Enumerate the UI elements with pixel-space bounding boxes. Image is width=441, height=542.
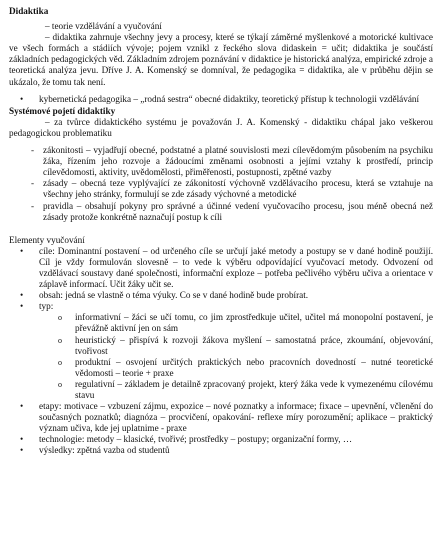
list-item: • kybernetická pedagogika – „rodná sestra“ obecné didaktiky, teoretický přístup k technologii vzdělávání [9,94,433,105]
list-item: • technologie: metody – klasické, tvořivé; prostředky – postupy; organizační formy, … [9,434,433,445]
typ-sublist [9,312,433,401]
list-item: o regulativní – základem je detailně zpracovaný projekt, který žáka vede k vymezenému cílovému stavu [9,379,433,401]
typ-label: typ: [39,301,54,312]
list-item: - zákonitosti – vyjadřují obecné, podstatné a platné souvislosti mezi cílevědomým působením na psychiku žáka, řízením jeho rozvoje a žádoucími změnami osobnosti a jejími vztahy k prostředí, princip cílevědomosti, aktivity, uvědomělosti, přiměřenosti, postupnosti, zpětné vazby [9,145,433,178]
systemove-paragraph: – za tvůrce didaktického systému je považován J. A. Komenský - didaktiku chápal jako veškerou pedagogickou problematiku [9,116,433,138]
heading-didaktika: Didaktika [9,6,49,16]
elementy-list [9,246,433,313]
list-item: o informativní – žáci se učí tomu, co jim zprostředkuje učitel, učitel má monopolní postavení, je převážně aktivní jen on sám [9,312,433,334]
systemove-list [9,145,433,223]
list-item: • výsledky: zpětná vazba od studentů [9,445,433,456]
list-item: o produktní – osvojení určitých praktických nebo pracovních dovedností – nutné teoretické vědomosti – teorie + praxe [9,357,433,379]
list-item: - pravidla – obsahují pokyny pro správné a účinné vedení vyučovacího procesu, jsou méně obecná než zásady protože konkrétně naznačují postup k cíli [9,201,433,223]
list-item: • etapy: motivace – vzbuzení zájmu, expozice – nové poznatky a informace; fixace – upevnění, včlenění do současných poznatků; diagnóza – procvičení, opakování- reflexe míry porozumění; aplikace – praktický význam učiva, kde jej uplatnime - praxe [9,401,433,434]
elementy-list-2 [9,401,433,456]
list-item [9,301,433,312]
didaktika-paragraph: – didaktika zahrnuje všechny jevy a procesy, které se týkají záměrné myšlenkové a motorické kultivace ve všech formách a stádiích vývoje; pojem vznikl z řeckého slova didaskein = učit; didaktika je součástí základních pedagogických věd. Základním zdrojem poznávání v didaktice je historická analýza, empirické zdroje a teoretická analýza jevu. Dříve J. A. Komenský se domníval, že pedagogika = didaktika, ale v průběhu dějin se ukázalo, že tomu tak není. [9,32,433,87]
list-item: • obsah: jedná se vlastně o téma výuky. Co se v dané hodině bude probírat. [9,290,433,301]
list-item: o heuristický – přispívá k rozvoji žákova myšlení – samostatná práce, zkoumání, objevování, tvořivost [9,335,433,357]
heading-elementy: Elementy vyučování [9,234,85,245]
didaktika-definition: – teorie vzdělávání a vyučování [45,21,162,32]
list-item: - zásady – obecná teze vyplývající ze zákonitostí výchovně vzdělávacího procesu, která se vztahuje na všechny jeho stránky, formulují se zde zásady výchovné a metodické [9,178,433,200]
heading-systemove-pojeti: Systémové pojetí didaktiky [9,105,116,116]
list-item: • cíle: Dominantní postavení – od určeného cíle se určují jaké metody a postupy se v dané hodině použijí. Cíl je vždy formulován slovesně – to vede k výběru odpovídající vyučovací metody. Odvození od vzdělávací soustavy dané společnosti, informační exploze – potřeba pečlivého výběru učiva a orientace v záplavě informací. Učit žáky učit se. [9,246,433,290]
didaktika-bullets [9,94,433,105]
